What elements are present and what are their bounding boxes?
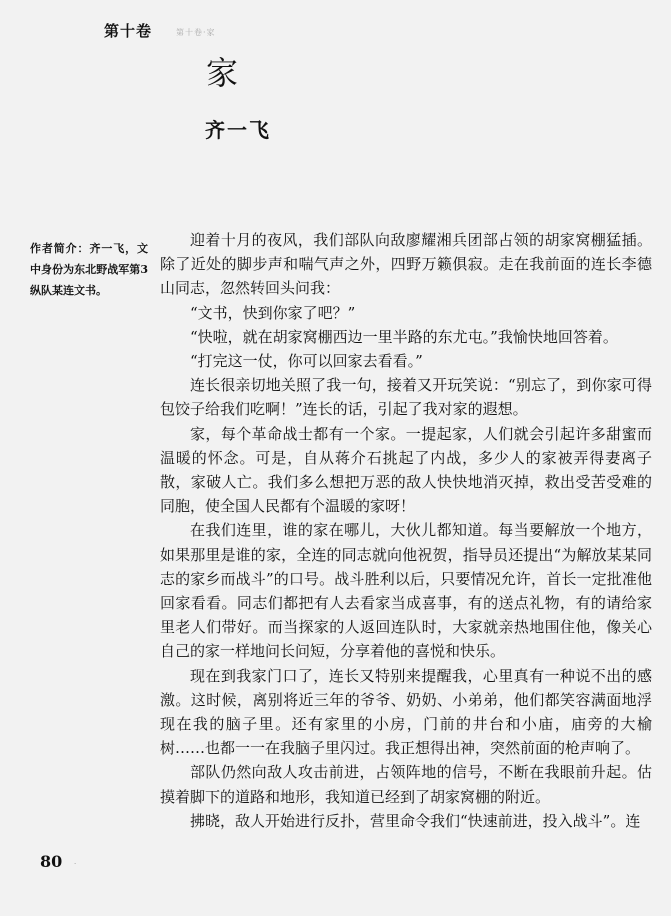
footer-faint-mark: ·	[74, 860, 77, 868]
paragraph: 迎着十月的夜风，我们部队向敌廖耀湘兵团部占领的胡家窝棚猛插。除了近处的脚步声和喘气声之外，四野万籁俱寂。走在我前面的连长李德山同志，忽然转回头问我：	[160, 231, 652, 298]
paragraph: 在我们连里，谁的家在哪儿，大伙儿都知道。每当要解放一个地方，如果那里是谁的家，全连的同志就向他祝贺，指导员还提出“为解放某某同志的家乡而战斗”的口号。战斗胜利以后，只要情况允许，首长一定批准他回家看看。同志们都把有人去看家当成喜事，有的送点礼物，有的请给家里老人们带好。而当探家的人返回连队时，大家就亲热地围住他，像关心自己的家一样地问长问短，分享着他的喜悦和快乐。	[160, 521, 652, 661]
article-title: 家	[206, 54, 241, 92]
paragraph: “快啦，就在胡家窝棚西边一里半路的东尤屯。”我愉快地回答着。	[190, 327, 618, 346]
volume-label: 第十卷	[104, 22, 153, 40]
paragraph: 部队仍然向敌人攻击前进，占领阵地的信号，不断在我眼前升起。估摸着脚下的道路和地形，我知道已经到了胡家窝棚的附近。	[160, 763, 652, 806]
paragraph: 拂晓，敌人开始进行反扑，营里命令我们“快速前进，投入战斗”。连	[190, 811, 641, 830]
author-bio-text: 齐一飞，文中身份为东北野战军第3纵队某连文书。	[30, 242, 149, 297]
paragraph: “打完这一仗，你可以回家去看看。”	[190, 352, 423, 371]
article-author: 齐一飞	[205, 118, 271, 142]
article-body	[160, 228, 652, 833]
paragraph: “文书，快到你家了吧？”	[190, 303, 356, 322]
header-faint-mark: 第十卷·家	[176, 28, 216, 37]
paragraph: 家，每个革命战士都有一个家。一提起家，人们就会引起许多甜蜜而温暖的怀念。可是，自从蒋介石挑起了内战，多少人的家被弄得妻离子散，家破人亡。我们多么想把万恶的敌人快快地消灭掉，救出受苦受难的同胞，使全国人民都有个温暖的家呀！	[160, 424, 652, 516]
paragraph: 现在到我家门口了，连长又特别来提醒我，心里真有一种说不出的感激。这时候，离别将近三年的爷爷、奶奶、小弟弟，他们都笑容满面地浮现在我的脑子里。还有家里的小房，门前的井台和小庙，庙旁的大榆树……也都一一在我脑子里闪过。我正想得出神，突然前面的枪声响了。	[160, 666, 652, 758]
paragraph: 连长很亲切地关照了我一句，接着又开玩笑说：“别忘了，到你家可得包饺子给我们吃啊！”连长的话，引起了我对家的遐想。	[160, 376, 652, 419]
author-bio	[30, 238, 148, 301]
page-number: 80	[40, 852, 63, 871]
author-bio-label: 作者简介：	[30, 242, 90, 255]
